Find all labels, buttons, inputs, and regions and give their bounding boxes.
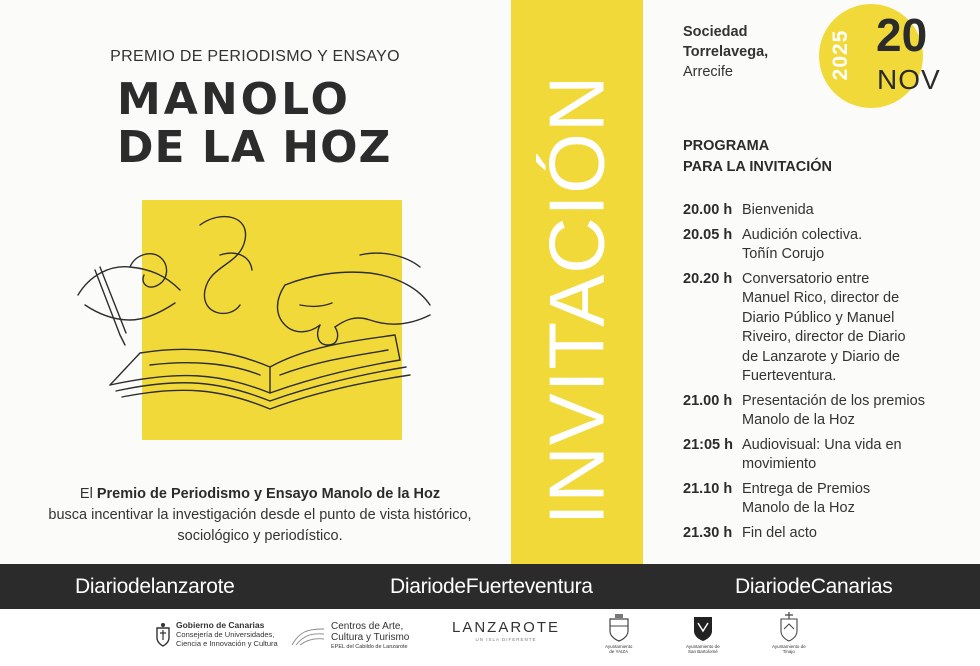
media-diario-canarias[interactable]: DiariodeCanarias [735, 575, 893, 598]
award-description: El Premio de Periodismo y Ensayo Manolo de la Hoz busca incentivar la investigación desde el punto de vista histórico, sociológico y periodístico. [48, 486, 472, 544]
program-time: 20.05 h [683, 226, 733, 243]
program-desc: Presentación de los premios Manolo de la Hoz [742, 392, 925, 428]
left-column [0, 0, 510, 564]
program-title: PROGRAMA PARA LA INVITACIÓN [683, 138, 833, 175]
title-line-2: DE LA HOZ [117, 122, 392, 173]
event-day: 20 [876, 9, 928, 61]
media-diario-lanzarote[interactable]: Diariodelanzarote [75, 575, 235, 598]
sponsor-san-bartolome: Ayuntamiento de San Bartolomé [686, 613, 720, 654]
sponsor-centros-arte: Centros de Arte, Cultura y Turismo EPEL del Cabildo de Lanzarote [290, 621, 409, 651]
yaiza-shield-icon [606, 613, 632, 643]
program-time: 20.00 h [683, 202, 733, 218]
program-time: 21:05 h [683, 436, 733, 453]
invitation-band-text: INVITACIÓN [532, 74, 621, 526]
program-time: 20.20 h [683, 270, 733, 287]
program-item [683, 226, 973, 265]
sponsor-lanzarote: LANZAROTE UN ISLA DIFERENTE [452, 619, 561, 642]
program-desc: Entrega de Premios Manolo de la Hoz [742, 480, 871, 516]
event-month: NOV [877, 64, 941, 95]
program-time: 21.00 h [683, 392, 733, 409]
award-description-rest: busca incentivar la investigación desde el punto de vista histórico, sociológico y periodístico. [48, 507, 472, 544]
program-desc: Audiovisual: Una vida en movimiento [742, 436, 902, 472]
program-time: 21.30 h [683, 524, 733, 541]
venue-name-line-2: Torrelavega, [683, 44, 769, 60]
tinajo-shield-icon [776, 611, 802, 643]
venue-info [683, 22, 768, 82]
award-name-bold: Premio de Periodismo y Ensayo Manolo de la Hoz [96, 486, 441, 502]
venue-city: Arrecife [683, 64, 733, 80]
media-diario-fuerteventura[interactable]: DiariodeFuerteventura [390, 575, 593, 598]
sponsor-tinajo: Ayuntamiento de Tinajo [772, 611, 806, 654]
media-bar [0, 564, 980, 609]
program-item [683, 436, 973, 475]
venue-name-line-1: Sociedad [683, 24, 748, 40]
program-item [683, 201, 973, 221]
title-line-1: MANOLO [117, 74, 351, 125]
award-title [117, 76, 391, 172]
san-bartolome-shield-icon [690, 613, 716, 643]
centros-logo-icon [290, 625, 326, 647]
sponsor-logos [0, 609, 980, 666]
event-year: 2025 [829, 29, 852, 81]
award-subtitle: PREMIO DE PERIODISMO Y ENSAYO [110, 48, 400, 65]
program-item [683, 524, 973, 544]
program-desc: Fin del acto [742, 524, 817, 541]
program-desc: Audición colectiva. Toñín Corujo [742, 226, 863, 262]
program-item [683, 480, 973, 519]
program-desc: Bienvenida [742, 202, 814, 218]
program-list [683, 201, 973, 548]
program-desc: Conversatorio entre Manuel Rico, director de Diario Público y Manuel Riveiro, director de Diario de Lanzarote y Diario de Fuerteventura. [742, 270, 906, 384]
program-time: 21.10 h [683, 480, 733, 497]
invitation-band [511, 0, 643, 564]
program-item [683, 392, 973, 431]
program-item [683, 270, 973, 387]
coat-of-arms-icon [155, 622, 171, 648]
sponsor-gobierno-canarias: Gobierno de Canarias Consejería de Universidades, Ciencia e Innovación y Cultura [155, 621, 278, 648]
writing-hand-illustration [70, 195, 450, 445]
sponsor-yaiza: Ayuntamiento de YAIZA [605, 613, 632, 654]
